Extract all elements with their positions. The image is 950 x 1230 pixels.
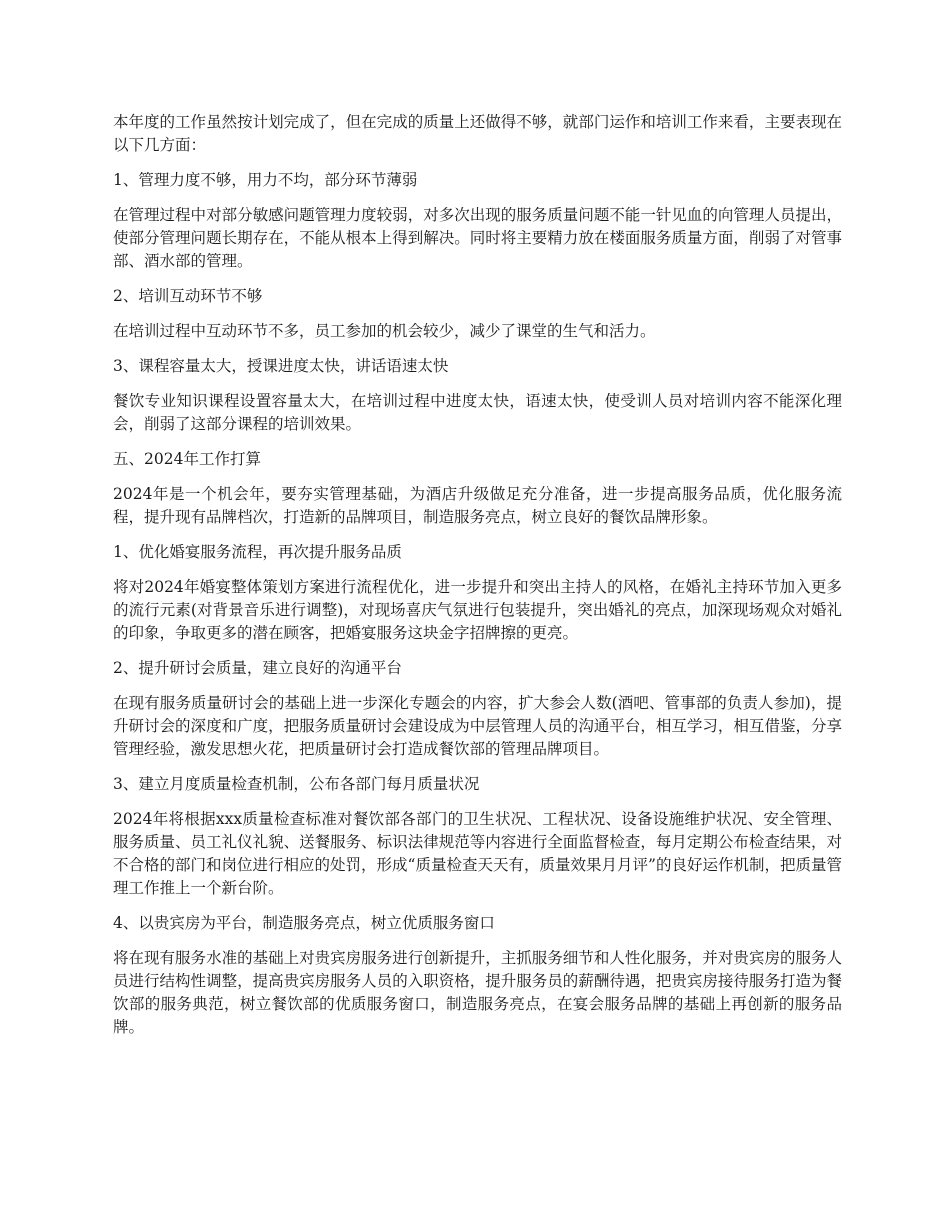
paragraph-quality-check: 2024年将根据xxx质量检查标准对餐饮部各部门的卫生状况、工程状况、设备设施维护状况、安全管理、服务质量、员工礼仪礼貌、送餐服务、标识法律规范等内容进行全面监督检查，每月定期公布检查结果，对不合格的部门和岗位进行相应的处罚，形成“质量检查天天有，质量效果月月评”的良好运作机制，把质量管理工作推上一个新台阶。 [113,810,842,897]
paragraph-plan: 2024年是一个机会年，要夯实管理基础，为酒店升级做足充分准备，进一步提高服务品质，优化服务流程，提升现有品牌档次，打造新的品牌项目，制造服务亮点，树立良好的餐饮品牌形象。 [113,485,842,526]
heading-vip-room: 4、以贵宾房为平台，制造服务亮点，树立优质服务窗口 [113,914,495,932]
heading-management: 1、管理力度不够，用力不均，部分环节薄弱 [113,171,418,189]
heading-seminar: 2、提升研讨会质量，建立良好的沟通平台 [113,659,402,677]
heading-wedding: 1、优化婚宴服务流程，再次提升服务品质 [113,543,402,561]
paragraph-vip-room: 将在现有服务水准的基础上对贵宾房服务进行创新提升，主抓服务细节和人性化服务，并对贵宾房的服务人员进行结构性调整，提高贵宾房服务人员的入职资格，提升服务员的薪酬待遇，把贵宾房接待服务打造为餐饮部的服务典范，树立餐饮部的优质服务窗口，制造服务亮点，在宴会服务品牌的基础上再创新的服务品牌。 [113,949,842,1036]
paragraph-training-interaction: 在培训过程中互动环节不多，员工参加的机会较少，减少了课堂的生气和活力。 [113,322,656,340]
paragraph-intro: 本年度的工作虽然按计划完成了，但在完成的质量上还做得不够，就部门运作和培训工作来看，主要表现在以下几方面： [113,113,842,154]
section-heading-plan: 五、2024年工作打算 [113,450,261,468]
paragraph-wedding: 将对2024年婚宴整体策划方案进行流程优化，进一步提升和突出主持人的风格，在婚礼主持环节加入更多的流行元素(对背景音乐进行调整)，对现场喜庆气氛进行包装提升，突出婚礼的亮点，加深现场观众对婚礼的印象，争取更多的潜在顾客，把婚宴服务这块金字招牌擦的更亮。 [113,578,842,642]
paragraph-management: 在管理过程中对部分敏感问题管理力度较弱，对多次出现的服务质量问题不能一针见血的向管理人员提出，使部分管理问题长期存在，不能从根本上得到解决。同时将主要精力放在楼面服务质量方面，削弱了对管事部、酒水部的管理。 [113,206,842,270]
heading-quality-check: 3、建立月度质量检查机制，公布各部门每月质量状况 [113,775,480,793]
paragraph-seminar: 在现有服务质量研讨会的基础上进一步深化专题会的内容，扩大参会人数(酒吧、管事部的负责人参加)，提升研讨会的深度和广度，把服务质量研讨会建设成为中层管理人员的沟通平台，相互学习，相互借鉴，分享管理经验，激发思想火花，把质量研讨会打造成餐饮部的管理品牌项目。 [113,694,842,758]
heading-training-interaction: 2、培训互动环节不够 [113,287,263,305]
paragraph-course-capacity: 餐饮专业知识课程设置容量太大，在培训过程中进度太快，语速太快，使受训人员对培训内容不能深化理会，削弱了这部分课程的培训效果。 [113,392,842,433]
heading-course-capacity: 3、课程容量太大，授课进度太快，讲话语速太快 [113,357,449,375]
